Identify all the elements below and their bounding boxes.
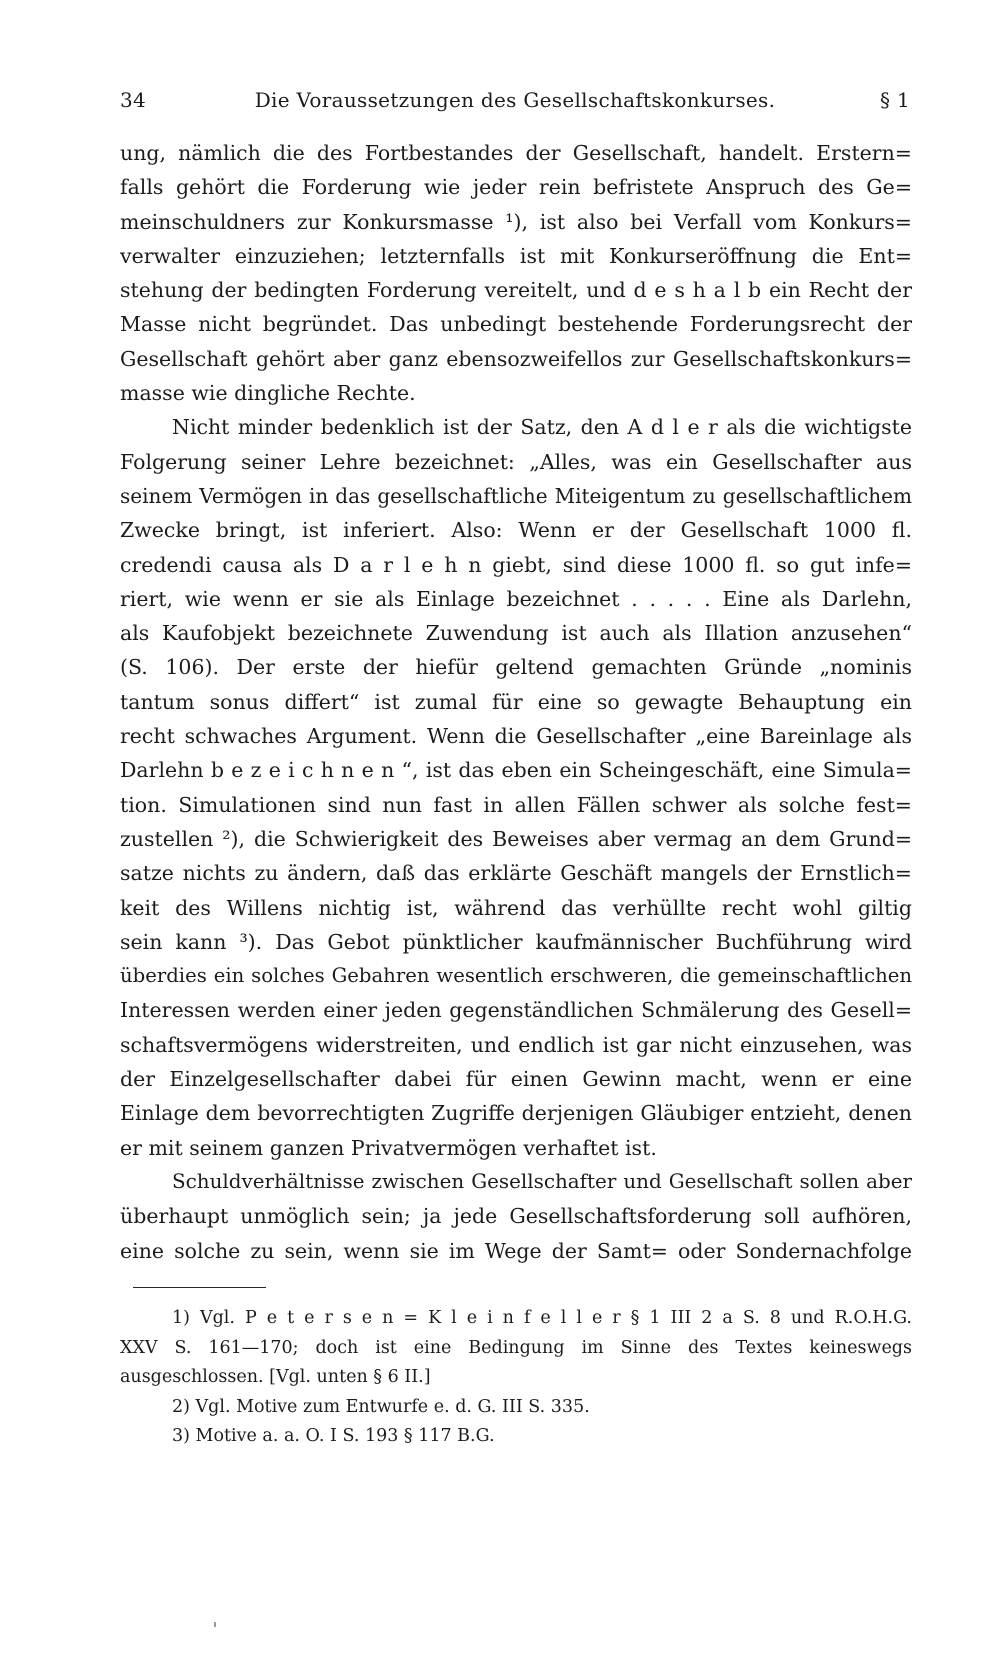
footnote-line: 3) Motive a. a. O. I S. 193 § 117 B.G. — [172, 1426, 495, 1447]
footnote-line: ausgeschlossen. [Vgl. unten § 6 II.] — [120, 1367, 431, 1388]
text-line: falls gehört die Forderung wie jeder rein befristete Anspruch des Ge= — [120, 175, 912, 200]
text-line: Masse nicht begründet. Das unbedingt bestehende Forderungsrecht der — [120, 312, 912, 337]
running-header — [120, 88, 910, 120]
text-line: seinem Vermögen in das gesellschaftliche Miteigentum zu gesellschaftlichem — [120, 483, 912, 508]
text-line: überhaupt unmöglich sein; ja jede Gesellschaftsforderung soll aufhören, — [120, 1204, 912, 1229]
text-line: Nicht minder bedenklich ist der Satz, den A d l e r als die wichtigste — [172, 415, 912, 440]
text-line: credendi causa als D a r l e h n giebt, sind diese 1000 fl. so gut infe= — [120, 552, 912, 577]
page-number: 34 — [120, 88, 147, 112]
text-line: stehung der bedingten Forderung vereitelt, und d e s h a l b ein Recht der — [120, 278, 912, 303]
paper-speck — [214, 1622, 216, 1627]
text-line: Folgerung seiner Lehre bezeichnet: „Alles, was ein Gesellschafter aus — [120, 449, 912, 474]
text-line: überdies ein solches Gebahren wesentlich erschweren, die gemeinschaftlichen — [120, 964, 912, 988]
text-line: Darlehn b e z e i c h n e n “, ist das eben ein Scheingeschäft, eine Simula= — [120, 758, 912, 783]
running-title: Die Voraussetzungen des Gesellschaftskonkurses. — [254, 88, 776, 112]
text-line: satze nichts zu ändern, daß das erklärte Geschäft mangels der Ernstlich= — [120, 861, 912, 886]
text-line: Einlage dem bevorrechtigten Zugriffe derjenigen Gläubiger entzieht, denen — [120, 1101, 912, 1126]
text-line: masse wie dingliche Rechte. — [120, 381, 416, 406]
text-line: keit des Willens nichtig ist, während das verhüllte recht wohl giltig — [120, 895, 912, 920]
footnote-line: XXV S. 161—170; doch ist eine Bedingung im Sinne des Textes keineswegs — [120, 1337, 912, 1358]
text-line: Schuldverhältnisse zwischen Gesellschafter und Gesellschaft sollen aber — [172, 1169, 912, 1193]
text-line: recht schwaches Argument. Wenn die Gesellschafter „eine Bareinlage als — [120, 724, 912, 749]
text-line: eine solche zu sein, wenn sie im Wege der Samt= oder Sondernachfolge — [120, 1238, 912, 1263]
text-line: schaftsvermögens widerstreiten, und endlich ist gar nicht einzusehen, was — [120, 1032, 912, 1057]
text-line: der Einzelgesellschafter dabei für einen Gewinn macht, wenn er eine — [120, 1067, 912, 1092]
text-line: ung, nämlich die des Fortbestandes der Gesellschaft, handelt. Erstern= — [120, 141, 912, 165]
text-line: Gesellschaft gehört aber ganz ebensozweifellos zur Gesellschaftskonkurs= — [120, 346, 912, 371]
text-line: er mit seinem ganzen Privatvermögen verhaftet ist. — [120, 1135, 657, 1160]
footnote-line: 2) Vgl. Motive zum Entwurfe e. d. G. III S. 335. — [172, 1396, 590, 1417]
text-line: verwalter einzuziehen; letzternfalls ist mit Konkurseröffnung die Ent= — [120, 243, 912, 268]
text-line: meinschuldners zur Konkursmasse ¹), ist also bei Verfall vom Konkurs= — [120, 209, 912, 234]
footnote-line: 1) Vgl. P e t e r s e n = K l e i n f e l l e r § 1 III 2 a S. 8 und R.O.H.G. — [172, 1308, 912, 1328]
section-marker: § 1 — [880, 88, 910, 112]
text-line: (S. 106). Der erste der hiefür geltend gemachten Gründe „nominis — [120, 655, 912, 680]
text-line: tion. Simulationen sind nun fast in allen Fällen schwer als solche fest= — [120, 792, 912, 817]
footnotes — [120, 1304, 912, 1452]
text-line: sein kann ³). Das Gebot pünktlicher kaufmännischer Buchführung wird — [120, 929, 912, 954]
footnote-separator — [133, 1287, 266, 1288]
main-text — [120, 136, 912, 1268]
text-line: riert, wie wenn er sie als Einlage bezeichnet . . . . . Eine als Darlehn, — [120, 586, 912, 611]
text-line: zustellen ²), die Schwierigkeit des Beweises aber vermag an dem Grund= — [120, 826, 912, 851]
text-line: Interessen werden einer jeden gegenständlichen Schmälerung des Gesell= — [120, 998, 912, 1023]
text-line: tantum sonus differt“ ist zumal für eine so gewagte Behauptung ein — [120, 689, 912, 714]
text-line: als Kaufobjekt bezeichnete Zuwendung ist auch als Illation anzusehen“ — [120, 621, 912, 646]
text-line: Zwecke bringt, ist inferiert. Also: Wenn er der Gesellschaft 1000 fl. — [120, 518, 912, 543]
